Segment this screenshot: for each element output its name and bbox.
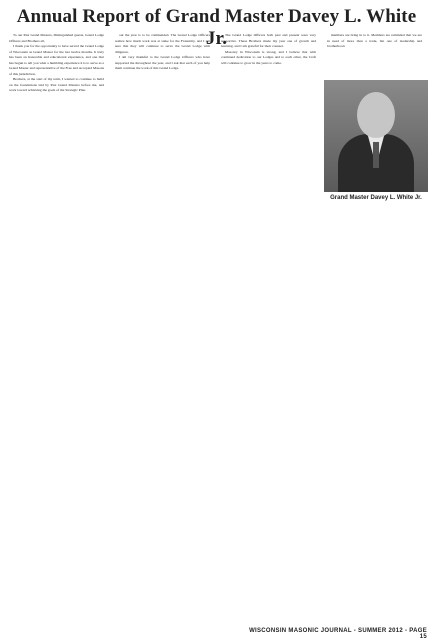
paragraph: I thank you for the opportunity to have served the Grand Lodge of Wisconsin as Grand Master for the last twelve months. It truly has been an honorable and educational experience, and one that has begun to tell you what a humbling experience it is to serve as a Grand Master and representative of the Free and Accepted Masons of this jurisdiction. (9, 44, 104, 76)
paragraph: Masonry in Wisconsin is strong, and I believe that with continued dedication to our Lodges and to each other, the Craft will continue to grow in the years to come. (221, 49, 316, 65)
paragraph: members are bring in to it. Members are reminded that we are in need of more than a trade, but one of leadership and brotherhood. (327, 33, 422, 48)
column-1 (9, 33, 104, 613)
paragraph: out the year is to be commended. The Grand Lodge Officers realize how much work was at stake for the Fraternity, and I am sure that they will continue to serve the Grand Lodge with diligence. (115, 33, 210, 54)
paragraph: I am very thankful to the Grand Lodge Officers who have supported me throughout the year, and I ask that each of you help them continue the work of this Grand Lodge. (115, 55, 210, 70)
paragraph: Brothers, at the start of my term, I wanted to continue to build on the foundations laid by Past Grand Masters before me, and work toward achieving the goals of the Strategic Plan. (9, 77, 104, 92)
column-2 (115, 33, 210, 613)
page-title: Annual Report of Grand Master Davey L. White Jr. (16, 6, 417, 49)
grand-master-photo (324, 80, 428, 192)
photo-caption: Grand Master Davey L. White Jr. (330, 195, 422, 201)
paragraph: To our Past Grand Masters, Distinguished guests, Grand Lodge Officers and Brothers all, (9, 33, 104, 43)
page-footer: WISCONSIN MASONIC JOURNAL - SUMMER 2012 - PAGE 15 (249, 628, 427, 640)
column-3 (221, 33, 316, 613)
paragraph: The Grand Lodge Officers both past and present were very supportive. These Brothers made my year one of growth and learning, and I am grateful for their counsel. (221, 33, 316, 48)
